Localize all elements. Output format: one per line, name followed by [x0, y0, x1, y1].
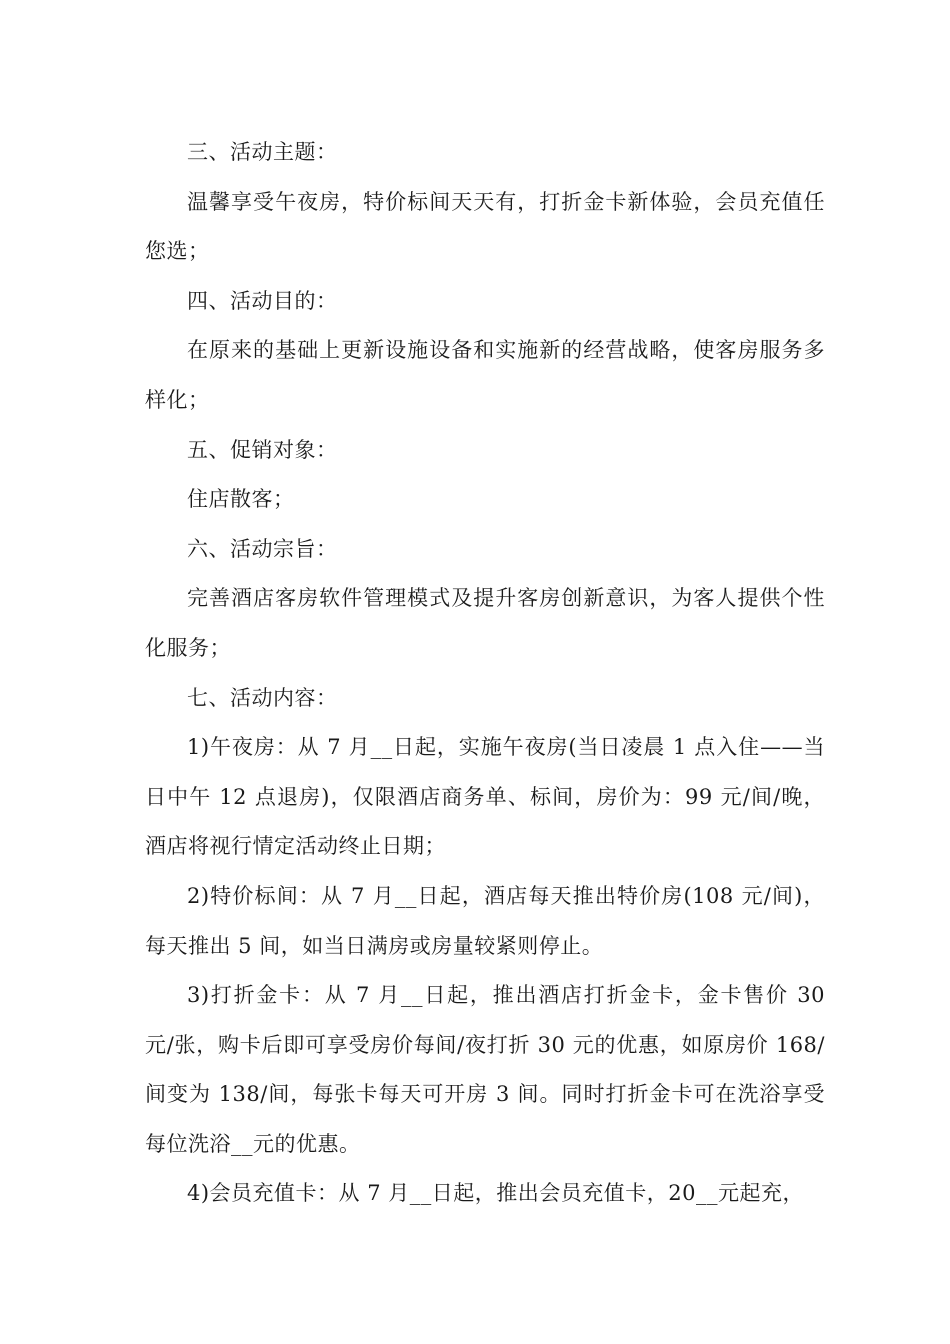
- paragraph-member-card: 4)会员充值卡：从 7 月__日起，推出会员充值卡，20__元起充，: [187, 1181, 804, 1206]
- document-body: [145, 128, 825, 1219]
- paragraph-purpose: 在原来的基础上更新设施设备和实施新的经营战略，使客房服务多样化；: [145, 338, 825, 412]
- section-heading-theme: 三、活动主题：: [187, 140, 338, 164]
- section-heading-purpose: 四、活动目的：: [187, 288, 338, 313]
- paragraph-gold-card: 3)打折金卡：从 7 月__日起，推出酒店打折金卡，金卡售价 30 元/张，购卡后即可享受房价每间/夜打折 30 元的优惠，如原房价 168/间变为 138/间，每张卡每天可开房 3 间。同时打折金卡可在洗浴享受每位洗浴__元的优惠。: [145, 983, 825, 1156]
- paragraph-principle: 完善酒店客房软件管理模式及提升客房创新意识，为客人提供个性化服务；: [145, 586, 825, 660]
- paragraph-midnight-room: 1)午夜房：从 7 月__日起，实施午夜房(当日凌晨 1 点入住——当日中午 12 点退房)，仅限酒店商务单、标间，房价为：99 元/间/晚，酒店将视行情定活动终止日期；: [145, 735, 825, 859]
- paragraph-theme: 温馨享受午夜房，特价标间天天有，打折金卡新体验，会员充值任您选；: [145, 189, 825, 264]
- paragraph-special-room: 2)特价标间：从 7 月__日起，酒店每天推出特价房(108 元/间)，每天推出 5 间，如当日满房或房量较紧则停止。: [145, 883, 825, 958]
- paragraph-target: 住店散客；: [187, 487, 295, 512]
- section-heading-content: 七、活动内容：: [187, 685, 338, 710]
- section-heading-target: 五、促销对象：: [187, 437, 338, 462]
- section-heading-principle: 六、活动宗旨：: [187, 536, 338, 561]
